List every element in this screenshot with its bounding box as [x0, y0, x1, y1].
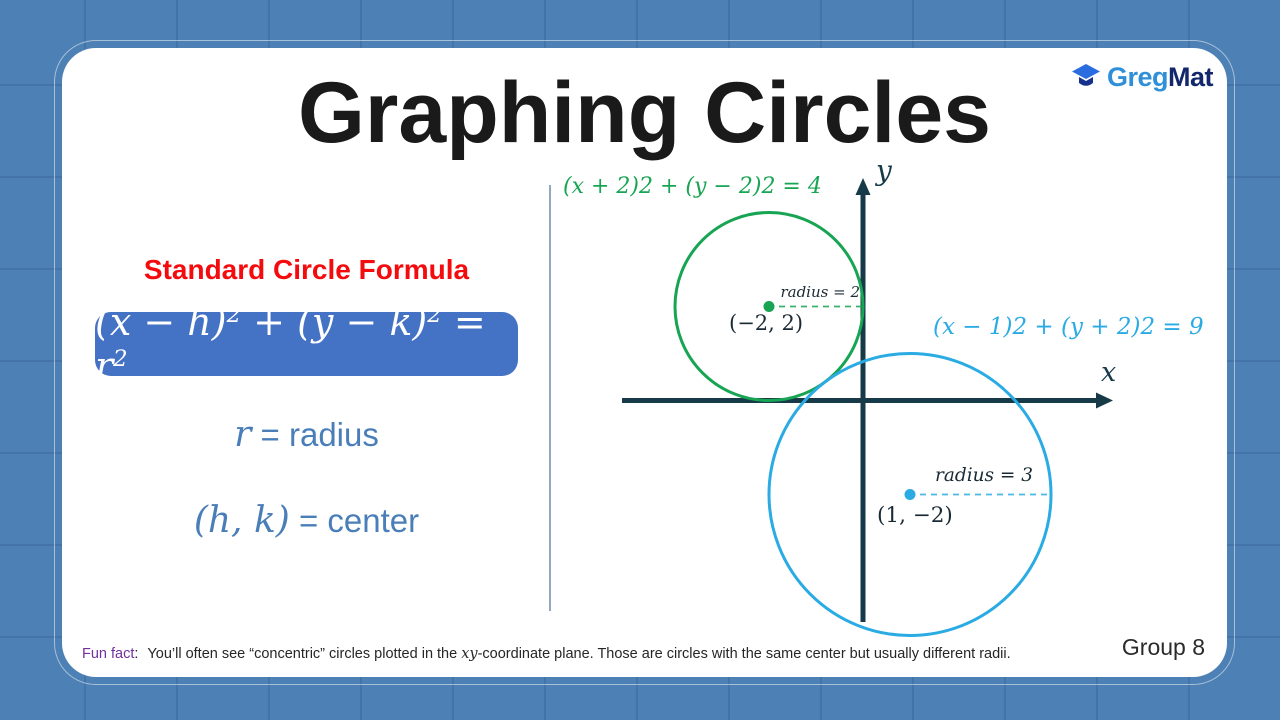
- green-circle-equation: (x + 2)2 + (y − 2)2 = 4: [563, 174, 822, 199]
- radius-definition-text: = radius: [260, 416, 379, 453]
- standard-circle-formula: $(x - h)^2 + (y - k)^2 = r^2$: [95, 300, 486, 388]
- axes: [622, 178, 1113, 622]
- center-symbol: (h, k): [193, 500, 290, 541]
- group-number: Group 8: [1121, 634, 1205, 660]
- fun-fact: [82, 646, 1011, 662]
- fun-fact-xy: xy: [461, 646, 478, 662]
- logo-part-mat: Mat: [1168, 61, 1213, 92]
- logo-part-greg: Greg: [1106, 61, 1168, 92]
- blue-circle-center-dot: [905, 489, 916, 500]
- y-axis-label: y: [876, 154, 892, 187]
- green-center-coordinates: (−2, 2): [729, 311, 804, 335]
- y-axis-arrow: [856, 178, 871, 195]
- standard-formula-heading: Standard Circle Formula: [143, 254, 470, 285]
- fun-fact-text-before: You’ll often see “concentric” circles plotted in the: [147, 646, 462, 662]
- green-radius-label: radius = 2: [780, 283, 860, 301]
- blue-center-coordinates: (1, −2): [877, 503, 953, 528]
- x-axis-arrow: [1096, 393, 1113, 409]
- x-axis-label: x: [1101, 357, 1117, 388]
- blue-circle-equation: (x − 1)2 + (y + 2)2 = 9: [933, 314, 1204, 340]
- fun-fact-text-after: -coordinate plane. Those are circles with the same center but usually different radii.: [477, 646, 1011, 662]
- blue-radius-label: radius = 3: [935, 465, 1034, 486]
- page-title: Graphing Circles: [298, 65, 991, 161]
- slide-card: [62, 48, 1227, 677]
- fun-fact-colon: :: [134, 646, 139, 662]
- center-definition-text: = center: [298, 502, 420, 539]
- radius-symbol: r: [234, 414, 252, 455]
- fun-fact-label: Fun fact: [82, 646, 135, 662]
- coordinate-plane: [62, 48, 1227, 677]
